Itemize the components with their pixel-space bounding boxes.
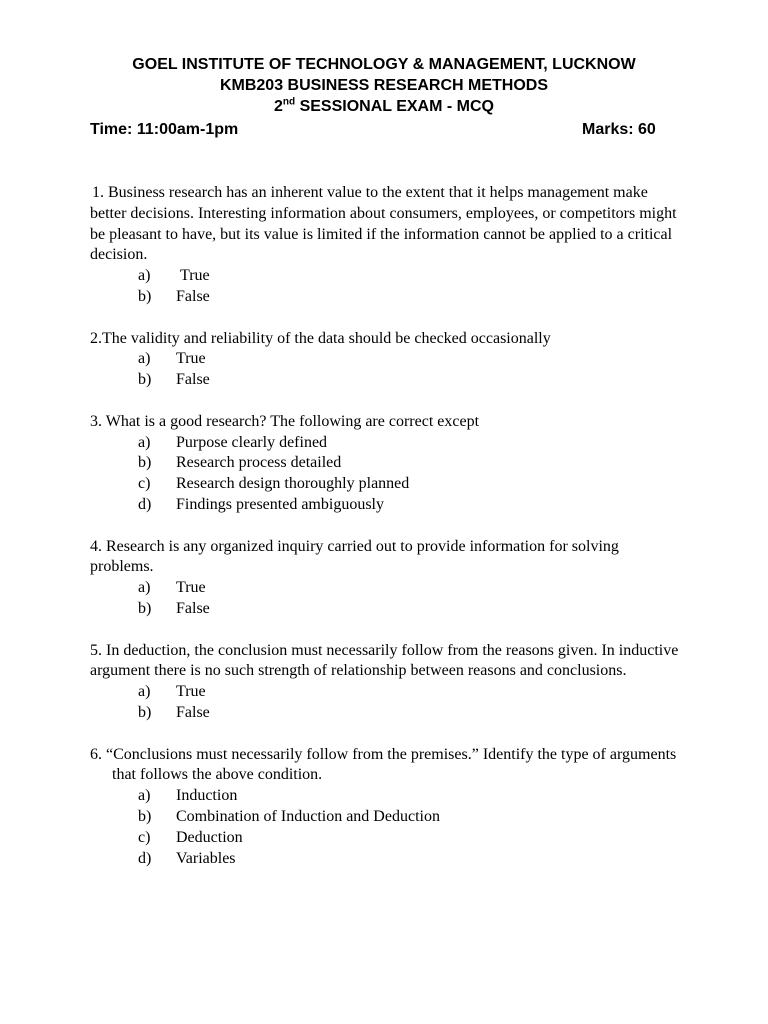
question-text: 6. “Conclusions must necessarily follow from the premises.” Identify the type of arguments that follows the above condition. [90, 745, 677, 784]
option-text: False [176, 371, 210, 389]
option-item [90, 433, 680, 454]
option-item [90, 849, 680, 870]
question-4 [90, 537, 680, 620]
course-title: KMB203 BUSINESS RESEARCH METHODS [219, 77, 549, 94]
exam-number-suffix: nd [282, 96, 296, 108]
option-letter: b) [138, 454, 152, 472]
option-letter: b) [138, 703, 152, 721]
option-list [90, 266, 680, 308]
question-text: 1. Business research has an inherent value to the extent that it helps management make better decisions. Interesting information about consumers, employees, or competitors might be pleasant to have, but its value is limited if the information cannot be applied to a critical decision. [90, 184, 677, 264]
option-item [90, 786, 680, 807]
option-letter: a) [138, 579, 151, 597]
option-letter: b) [138, 371, 152, 389]
option-text: Research design thoroughly planned [176, 475, 410, 493]
question-5 [90, 641, 680, 724]
exam-meta-row [0, 117, 768, 141]
option-item [90, 370, 680, 391]
option-text: Induction [176, 787, 238, 805]
option-item [90, 495, 680, 516]
option-letter: a) [138, 683, 151, 701]
option-item [90, 578, 680, 599]
question-1 [90, 183, 680, 308]
institute-name: GOEL INSTITUTE OF TECHNOLOGY & MANAGEMENT, LUCKNOW [132, 56, 636, 73]
option-letter: b) [138, 807, 152, 825]
question-text: 4. Research is any organized inquiry carried out to provide information for solving problems. [90, 537, 619, 576]
option-item [90, 807, 680, 828]
option-text: False [176, 287, 210, 305]
question-list [90, 183, 680, 890]
question-text: 5. In deduction, the conclusion must necessarily follow from the reasons given. In inductive argument there is no such strength of relationship between reasons and conclusions. [90, 641, 679, 680]
exam-time: Time: 11:00am-1pm [90, 121, 239, 138]
option-list [90, 578, 680, 620]
option-item [90, 474, 680, 495]
option-text: True [176, 579, 206, 597]
question-text: 3. What is a good research? The following are correct except [90, 412, 480, 430]
option-letter: c) [138, 828, 151, 846]
option-list [90, 433, 680, 516]
option-text: Findings presented ambiguously [176, 495, 384, 513]
option-list [90, 349, 680, 391]
option-item [90, 349, 680, 370]
option-text: Variables [176, 849, 236, 867]
question-text: 2.The validity and reliability of the data should be checked occasionally [90, 329, 551, 347]
option-text: Combination of Induction and Deduction [176, 807, 440, 825]
option-letter: a) [138, 350, 151, 368]
option-letter: a) [138, 787, 151, 805]
option-item [90, 287, 680, 308]
option-list [90, 786, 680, 869]
option-item [90, 599, 680, 620]
exam-marks: Marks: 60 [582, 121, 656, 138]
option-item [90, 266, 680, 287]
option-item [90, 828, 680, 849]
option-text: Research process detailed [176, 454, 342, 472]
option-letter: c) [138, 475, 151, 493]
option-letter: a) [138, 267, 151, 285]
option-text: False [176, 703, 210, 721]
option-text: True [180, 267, 210, 285]
exam-title-text: SESSIONAL EXAM - MCQ [295, 98, 494, 115]
option-text: True [176, 350, 206, 368]
option-text: Deduction [176, 828, 243, 846]
question-6 [90, 745, 680, 870]
option-letter: b) [138, 599, 152, 617]
option-list [90, 682, 680, 724]
option-item [90, 682, 680, 703]
question-2 [90, 329, 680, 391]
exam-title [0, 96, 768, 117]
option-item [90, 703, 680, 724]
option-text: True [176, 683, 206, 701]
option-text: Purpose clearly defined [176, 433, 328, 451]
option-item [90, 453, 680, 474]
option-letter: d) [138, 849, 152, 867]
exam-number: 2 [274, 98, 283, 115]
option-text: False [176, 599, 210, 617]
exam-header [0, 54, 768, 141]
question-3 [90, 412, 680, 516]
option-letter: a) [138, 433, 151, 451]
option-letter: d) [138, 495, 152, 513]
option-letter: b) [138, 287, 152, 305]
